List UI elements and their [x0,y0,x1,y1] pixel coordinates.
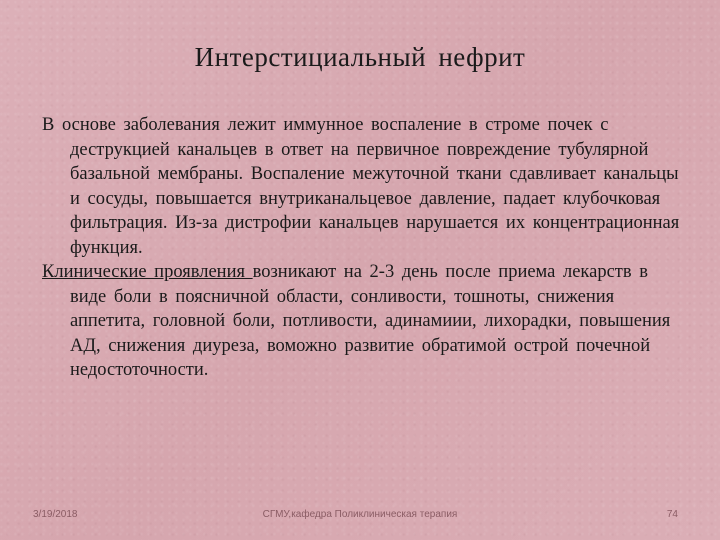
slide-number: 74 [666,509,678,520]
paragraph-pathogenesis: В основе заболевания лежит иммунное воспаление в строме почек с деструкцией канальцев в ответ на первичное повреждение тубулярной базальной мембраны. Воспаление межуточной ткани сдавливает канальцы и сосуды, повышается внутриканальцевое давление, падает клубочковая фильтрация. Из-за дистрофии канальцев нарушается их концентрационная функция. [42,115,680,258]
paragraph-clinical [42,260,682,383]
slide-body [42,113,682,383]
clinical-text: возникают на 2-3 день после приема лекарств в виде боли в поясничной области, сонливости, тошноты, снижения аппетита, головной боли, потливости, адинамиии, лихорадки, повышения АД, снижения диуреза, воможно развитие обратимой острой почечной недостоточности. [70,262,671,380]
clinical-label: Клинические проявления [42,262,253,282]
footer-date: 3/19/2018 [33,509,78,520]
slide-title: Интерстициальный нефрит [194,42,526,72]
footer-department: СГМУ,кафедра Поликлиническая терапия [262,509,458,520]
